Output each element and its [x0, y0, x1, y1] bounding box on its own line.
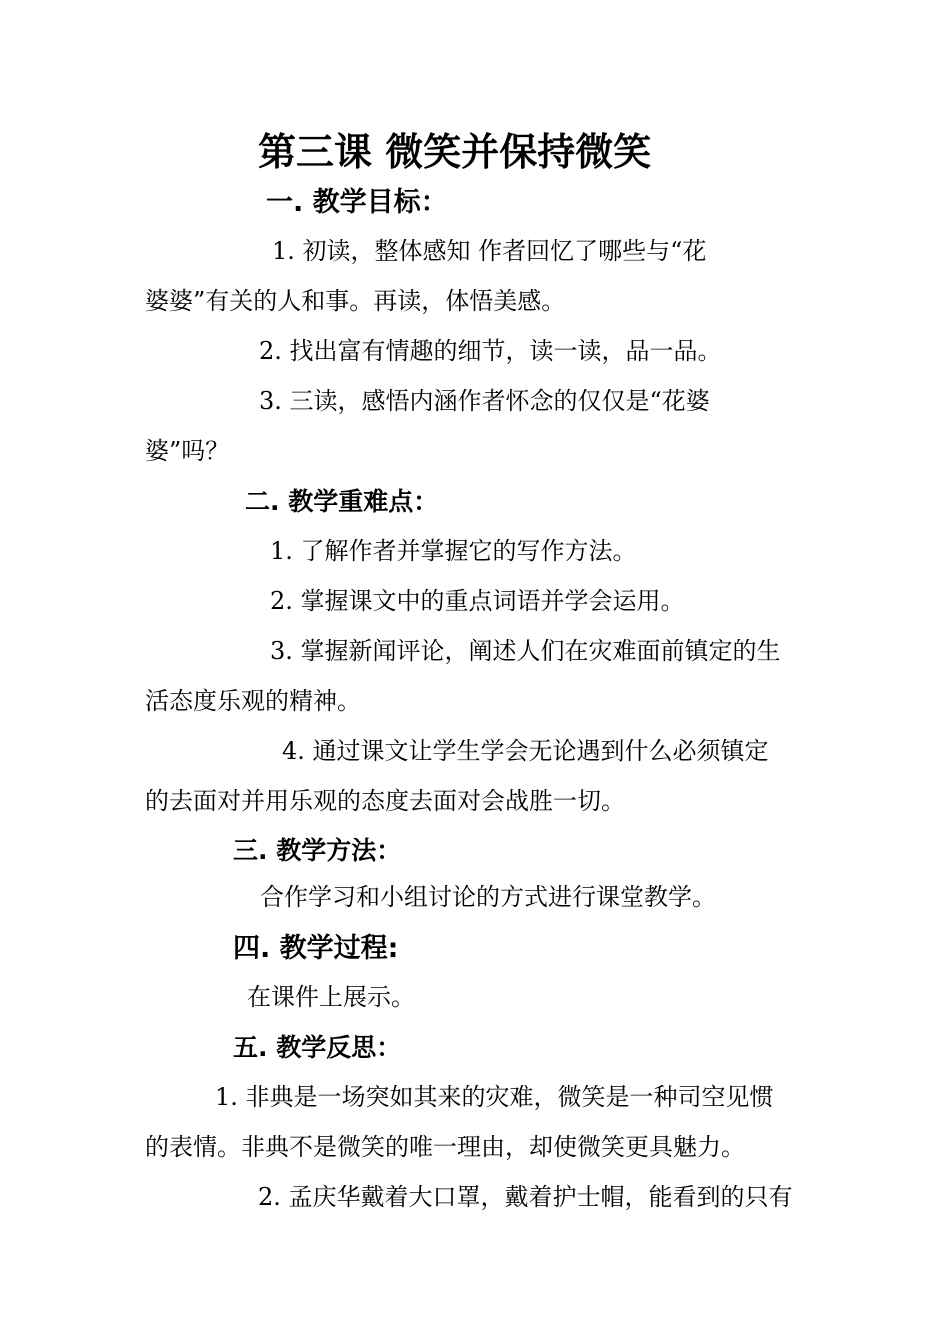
- document-title: 第三课 微笑并保持微笑: [258, 130, 652, 174]
- paragraph-line: 1. 初读，整体感知 作者回忆了哪些与“花: [272, 237, 707, 265]
- section-heading-reflection: 五. 教学反思：: [233, 1033, 402, 1062]
- paragraph-line: 2. 孟庆华戴着大口罩，戴着护士帽，能看到的只有: [258, 1183, 793, 1211]
- section-heading-process: 四. 教学过程:: [233, 933, 399, 964]
- paragraph-line: 2. 掌握课文中的重点词语并学会运用。: [270, 587, 685, 615]
- paragraph-line: 1. 非典是一场突如其来的灾难，微笑是一种司空见惯: [215, 1083, 774, 1111]
- paragraph-line: 婆婆”有关的人和事。再读，体悟美感。: [145, 287, 566, 315]
- section-heading-key-points: 二. 教学重难点：: [245, 487, 439, 516]
- section-heading-methods: 三. 教学方法：: [233, 836, 402, 865]
- paragraph-line: 在课件上展示。: [247, 983, 415, 1011]
- paragraph-line: 的去面对并用乐观的态度去面对会战胜一切。: [145, 787, 625, 815]
- paragraph-line: 合作学习和小组讨论的方式进行课堂教学。: [260, 883, 716, 911]
- paragraph-line: 的表情。非典不是微笑的唯一理由，却使微笑更具魅力。: [145, 1133, 745, 1161]
- paragraph-line: 3. 三读，感悟内涵作者怀念的仅仅是“花婆: [259, 387, 710, 415]
- paragraph-line: 4. 通过课文让学生学会无论遇到什么必须镇定: [282, 737, 769, 765]
- paragraph-line: 3. 掌握新闻评论，阐述人们在灾难面前镇定的生: [270, 637, 781, 665]
- paragraph-line: 活态度乐观的精神。: [145, 687, 361, 715]
- section-heading-objectives: 一. 教学目标：: [266, 187, 448, 218]
- paragraph-line: 1. 了解作者并掌握它的写作方法。: [270, 537, 637, 565]
- paragraph-line: 婆”吗？: [145, 437, 230, 465]
- paragraph-line: 2. 找出富有情趣的细节，读一读，品一品。: [259, 337, 722, 365]
